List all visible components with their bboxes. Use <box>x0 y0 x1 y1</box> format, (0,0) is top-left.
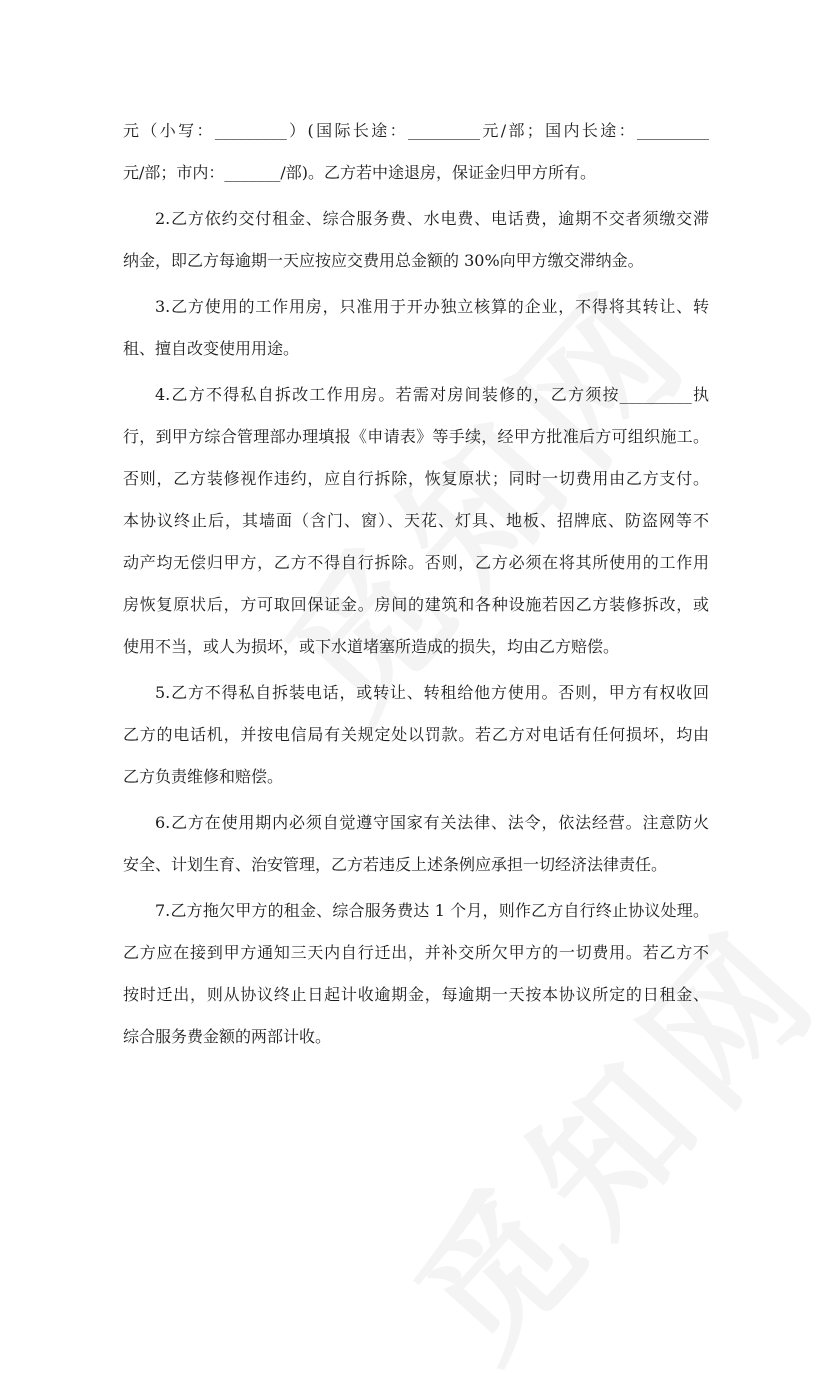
clause-5 <box>123 672 709 798</box>
text-line: 否则，乙方装修视作违约，应自行拆除，恢复原状；同时一切费用由乙方支付。 <box>123 469 709 488</box>
clause-2 <box>123 198 709 282</box>
text-line: 综合服务费金额的两部计收。 <box>123 1027 332 1046</box>
text-line: 5.乙方不得私自拆装电话，或转让、转租给他方使用。否则，甲方有权收回 <box>155 683 709 702</box>
text-line: 乙方应在接到甲方通知三天内自行迁出，并补交所欠甲方的一切费用。若乙方不 <box>123 943 709 962</box>
clause-6 <box>123 802 709 886</box>
clause-3 <box>123 286 709 370</box>
text-line: 本协议终止后，其墙面（含门、窗）、天花、灯具、地板、招牌底、防盗网等不 <box>123 511 709 530</box>
text-line: 租、擅自改变使用用途。 <box>123 339 300 358</box>
text-line: 3.乙方使用的工作用房，只准用于开办独立核算的企业，不得将其转让、转 <box>155 297 709 316</box>
text-line: 动产均无偿归甲方，乙方不得自行拆除。否则，乙方必须在将其所使用的工作用 <box>123 553 709 572</box>
clause-4 <box>123 374 709 668</box>
text-line: 7.乙方拖欠甲方的租金、综合服务费达 1 个月，则作乙方自行终止协议处理。 <box>155 901 709 920</box>
text-line: 2.乙方依约交付租金、综合服务费、水电费、电话费，逾期不交者须缴交滞 <box>155 209 709 228</box>
text-line: 房恢复原状后，方可取回保证金。房间的建筑和各种设施若因乙方装修拆改，或 <box>123 595 709 614</box>
paragraph-continuation <box>123 110 709 194</box>
text-line: 乙方负责维修和赔偿。 <box>123 767 284 786</box>
text-line: 元/部；市内：_______/部)。乙方若中途退房，保证金归甲方所有。 <box>123 163 597 182</box>
document-body <box>123 110 709 1062</box>
text-line: 元（小写：_________）(国际长途：_________元/部；国内长途：_________ <box>123 121 709 140</box>
text-line: 安全、计划生育、治安管理，乙方若违反上述条例应承担一切经济法律责任。 <box>123 855 668 874</box>
text-line: 按时迁出，则从协议终止日起计收逾期金，每逾期一天按本协议所定的日租金、 <box>123 985 709 1004</box>
text-line: 乙方的电话机，并按电信局有关规定处以罚款。若乙方对电话有任何损坏，均由 <box>123 725 709 744</box>
clause-7 <box>123 890 709 1058</box>
text-line: 4.乙方不得私自拆改工作用房。若需对房间装修的，乙方须按_________执 <box>155 385 709 404</box>
text-line: 纳金，即乙方每逾期一天应按应交费用总金额的 30%向甲方缴交滞纳金。 <box>123 251 644 270</box>
text-line: 行，到甲方综合管理部办理填报《申请表》等手续，经甲方批准后方可组织施工。 <box>123 427 709 446</box>
text-line: 使用不当，或人为损坏，或下水道堵塞所造成的损失，均由乙方赔偿。 <box>123 637 620 656</box>
text-line: 6.乙方在使用期内必须自觉遵守国家有关法律、法令，依法经营。注意防火 <box>155 813 709 832</box>
